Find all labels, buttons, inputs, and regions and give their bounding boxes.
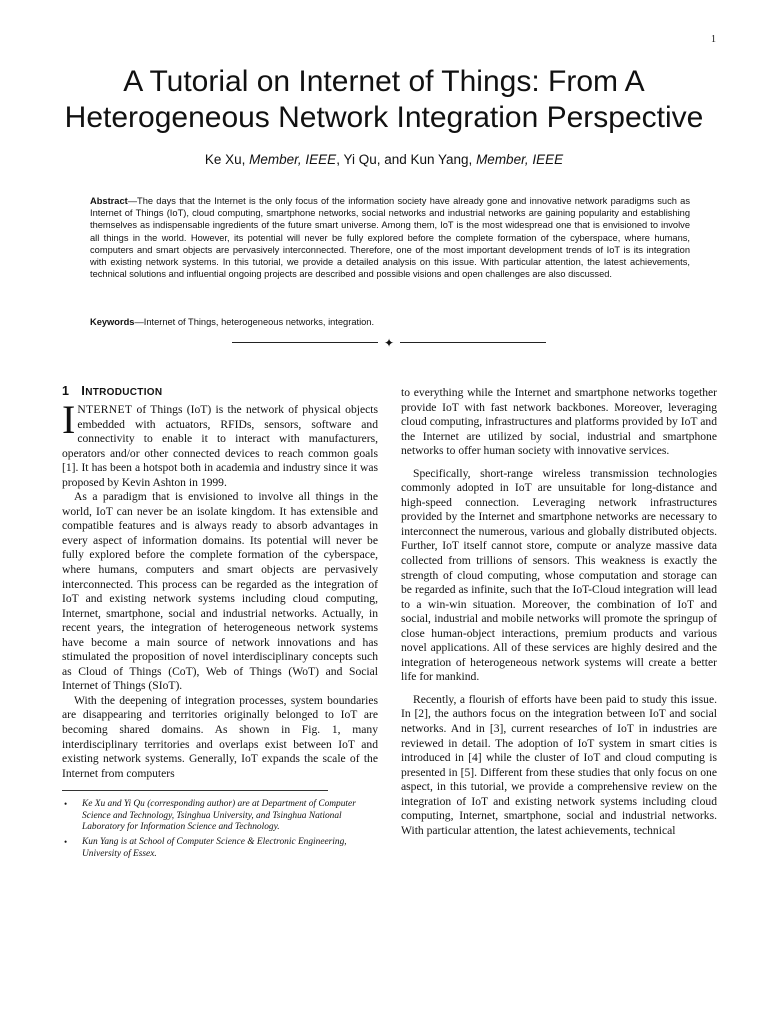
- bullet-icon: •: [64, 799, 68, 810]
- right-paragraph-2: Specifically, short-range wireless transmission technologies commonly adopted in IoT are unsuitable for long-distance and high-speed connection. Leveraging network infrastructures provided by the Internet and smartphone networks are necessary to interconnect the numerous, various and globally distributed objects. Further, IoT itself cannot store, compute or analyze massive data collected from trillions of sensors. This weakness is exactly the strength of cloud computing, whose computation and storage can be regarded as infinite, such that the IoT-Cloud integration will lead to a win-win situation. Moreover, the combination of IoT and social, industrial and mobile networks will promote the springup of close human-object interactions, premium products and various novel applications. All of these services are highly desired and the integration of heterogeneous network systems will create a better life for mankind.: [401, 466, 717, 684]
- intro-paragraph-1: [62, 397, 378, 490]
- abstract: [90, 195, 690, 280]
- author-list: [40, 151, 728, 169]
- abstract-label: Abstract: [90, 196, 128, 206]
- author-3-role: Member, IEEE: [476, 152, 564, 167]
- dropcap-smallcaps: NTERNET: [77, 403, 133, 416]
- keywords-dash: —: [134, 317, 144, 327]
- section-separator: [232, 336, 546, 350]
- right-paragraph-1: to everything while the Internet and smartphone networks together provide IoT with fast network backbones. Moreover, leveraging cloud computing, infrastructures and platforms provided by IoT and the Internet are utilized by social, industrial and smartphone networks to offer human society with innovative services.: [401, 386, 717, 458]
- intro-paragraph-2: As a paradigm that is envisioned to involve all things in the world, IoT can never be an isolate kingdom. It has extensible and compatible features and is always ready to absorb advantages in every aspect of information domains. Its potential will never be fully explored before the complete formation of the cyberspace, where humans, computers and smart objects are pervasively interconnected. This process can be regarded as the integration of IoT and existing network systems including cloud computing, Internet, smartphone, social and industrial networks. Actually, in recent years, the integration of heterogeneous network systems have become a main source of network innovations and has stimulated the proposition of novel interdisciplinary concepts such as Cloud of Things (CoT), Web of Things (WoT) and Social Internet of Things (SIoT).: [62, 490, 378, 693]
- footnote-list: [62, 799, 378, 860]
- keywords-label: Keywords: [90, 317, 135, 327]
- author-1-role: Member, IEEE: [249, 152, 337, 167]
- section-heading-introduction: [62, 383, 378, 401]
- page-number: 1: [711, 34, 716, 45]
- footnote-item: [62, 799, 378, 834]
- bullet-icon: •: [64, 837, 68, 847]
- intro-paragraph-3: With the deepening of integration processes, system boundaries are disappearing and territories originally belonged to IoT are becoming shared domains. As shown in Fig. 1, many interdisciplinary territories and overlaps exist between IoT and existing network systems. Generally, IoT expands the scale of the Internet from computers: [62, 693, 378, 780]
- footnote-text: Kun Yang is at School of Computer Science & Electronic Engineering, University of Essex.: [82, 837, 347, 859]
- section-number: 1: [62, 384, 70, 398]
- title-line-1: A Tutorial on Internet of Things: From A: [123, 65, 645, 98]
- separator-rule-left: [232, 342, 378, 343]
- right-column: [401, 386, 717, 838]
- separator-diamond-icon: ✦: [383, 336, 395, 350]
- left-column: [62, 383, 378, 863]
- author-1: Ke Xu,: [204, 152, 250, 167]
- footnote-rule: [62, 790, 328, 791]
- footnote-text: Ke Xu and Yi Qu (corresponding author) are at Department of Computer Science and Technology, Tsinghua University, and Tsinghua National Laboratory for Information Science and Technology.: [82, 799, 356, 833]
- separator-rule-right: [400, 342, 546, 343]
- footnote-item: [62, 837, 378, 860]
- paper-title: [40, 64, 728, 136]
- keywords-text: Internet of Things, heterogeneous networks, integration.: [143, 317, 375, 327]
- right-paragraph-3: Recently, a flourish of efforts have been paid to study this issue. In [2], the authors focus on the integration between IoT and social networks. And in [3], current researches of IoT in industries are reviewed in detail. The adoption of IoT system in smart cities is introduced in [4] while the cluster of IoT and cloud computing is presented in [5]. Different from these studies that only focus on one aspect, in this tutorial, we provide a comprehensive review on the integration of IoT and existing network systems including cloud computing, Internet, smartphone, social and industrial networks. With particular attention, the latest achievements, technical: [401, 692, 717, 837]
- abstract-text: The days that the Internet is the only focus of the information society have already gone and innovative network paradigms such as Internet of Things (IoT), cloud computing, smartphone networks, social networks and industrial networks are gaining popularity and establishing themselves as indispensable ingredients of the future smart universe. Among them, IoT is the most widespread one that is envisioned to involve all things in the world. However, its potential will never be fully explored before the complete formation of the cyberspace, where humans, computers and smart objects are pervasively interconnected. Therefore, one of the most important development trends of IoT is its integration with existing network systems. In this tutorial, we provide a detailed analysis on this issue. With particular attention, the latest achievements, technical solutions and influential ongoing projects are described and possible visions and open challenges are also discussed.: [90, 196, 690, 280]
- section-title-rest: NTRODUCTION: [85, 387, 163, 398]
- dropcap-letter: I: [62, 397, 76, 442]
- section-title-initial: I: [81, 383, 86, 398]
- author-2-3: , Yi Qu, and Kun Yang,: [336, 152, 477, 167]
- abstract-dash: —: [127, 196, 138, 206]
- title-line-2: Heterogeneous Network Integration Perspective: [64, 101, 704, 134]
- intro-paragraph-1-text: of Things (IoT) is the network of physical objects embedded with actuators, RFIDs, sensors, software and connectivity to enable it to interact with manufacturers, operators and/or other connected devices to reach common goals [1]. It has been a hotspot both in academia and industry since it was proposed by Kevin Ashton in 1999.: [62, 403, 378, 489]
- keywords: [90, 316, 690, 328]
